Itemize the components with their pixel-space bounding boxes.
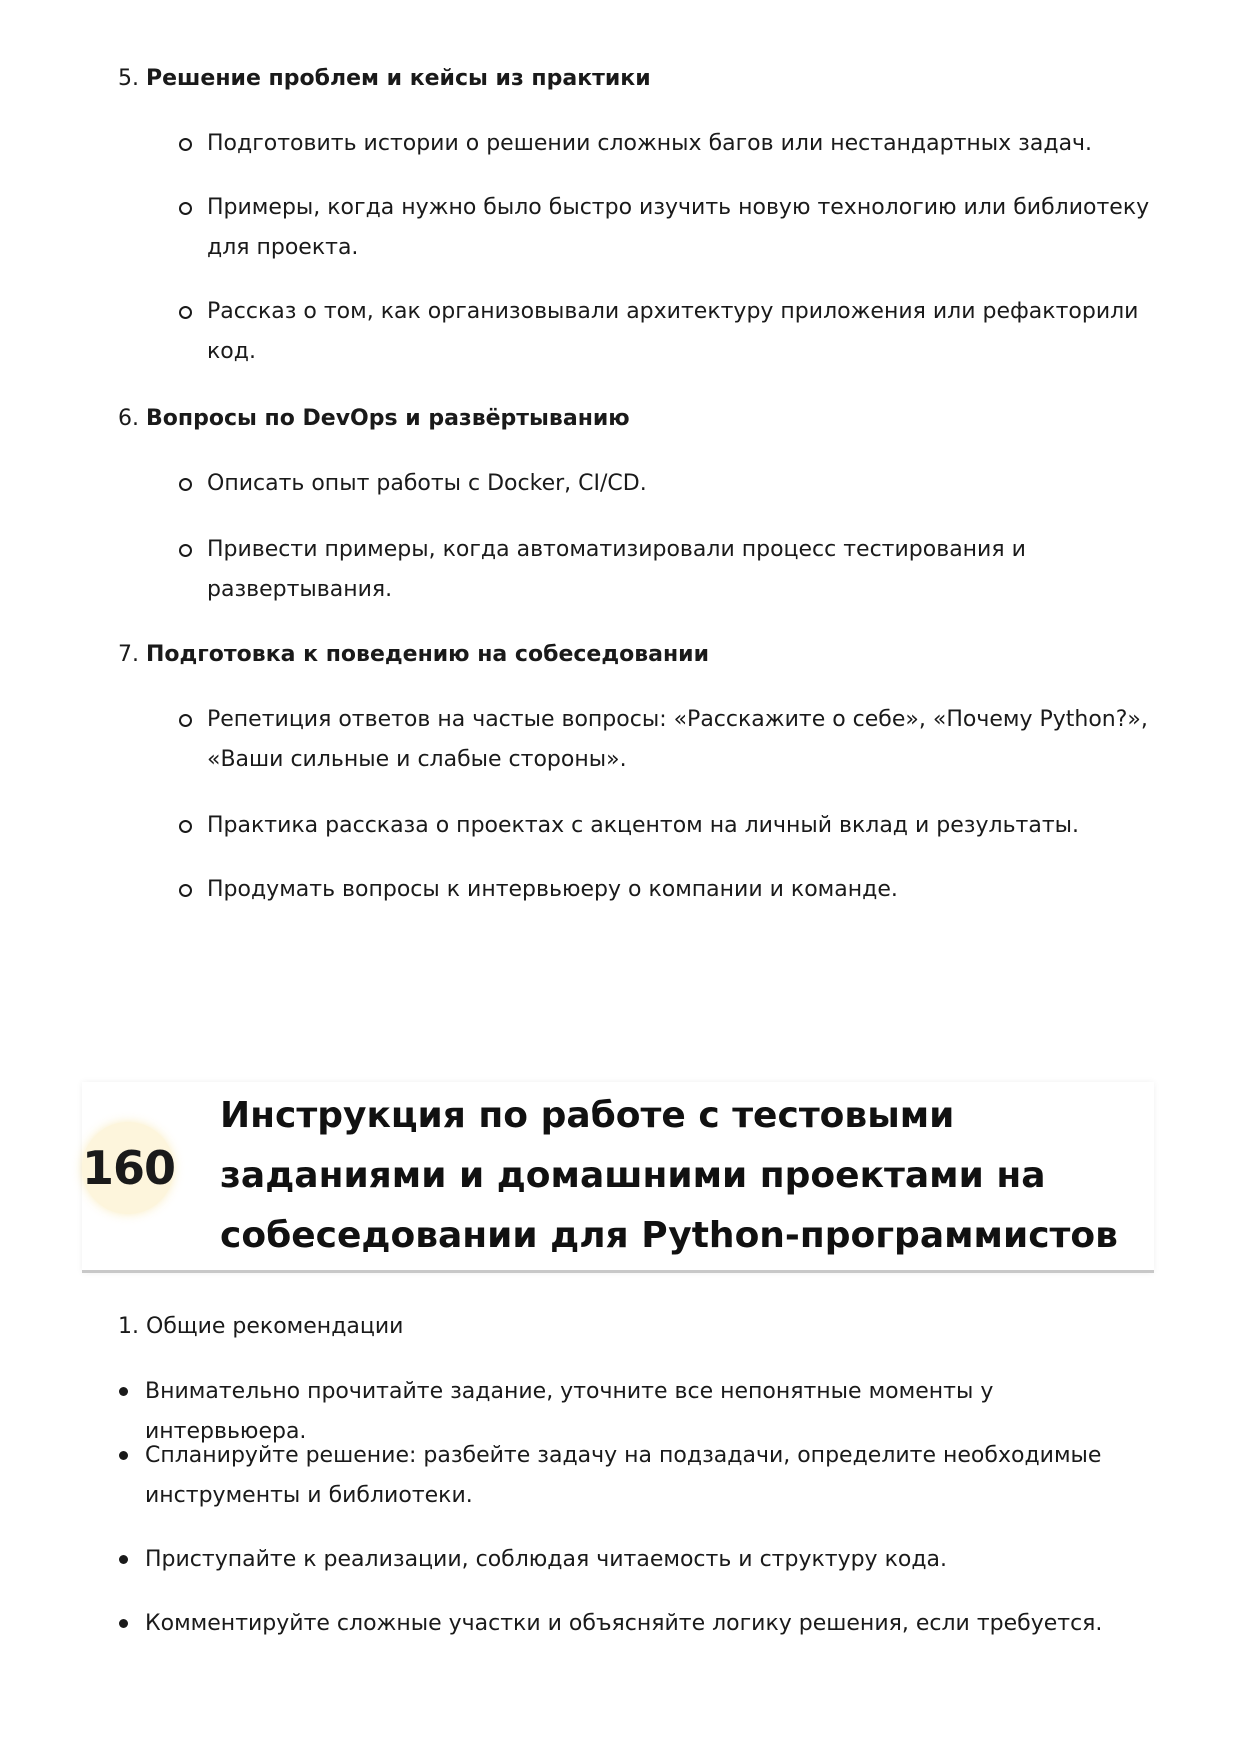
list-item: Спланируйте решение: разбейте задачу на подзадачи, определите необходимые инструменты и библиотеки. (145, 1436, 1155, 1516)
section-number: 7. (118, 642, 139, 667)
subsection-heading (118, 1312, 403, 1342)
list-item: Практика рассказа о проектах с акцентом на личный вклад и результаты. (207, 806, 1167, 846)
section-title: Решение проблем и кейсы из практики (146, 66, 651, 91)
hollow-bullet-icon (179, 714, 192, 727)
bullet-icon (119, 1387, 128, 1396)
hollow-bullet-icon (179, 820, 192, 833)
bullet-icon (119, 1619, 128, 1628)
hollow-bullet-icon (179, 544, 192, 557)
list-item: Привести примеры, когда автоматизировали процесс тестирования и развертывания. (207, 530, 1167, 610)
subsection-number: 1. (118, 1314, 139, 1339)
hollow-bullet-icon (179, 202, 192, 215)
list-item: Рассказ о том, как организовывали архитектуру приложения или рефакторили код. (207, 292, 1167, 372)
bullet-icon (119, 1451, 128, 1460)
hollow-bullet-icon (179, 306, 192, 319)
subsection-title: Общие рекомендации (146, 1314, 404, 1339)
hollow-bullet-icon (179, 884, 192, 897)
section-number: 6. (118, 406, 139, 431)
list-item: Описать опыт работы с Docker, CI/CD. (207, 464, 1167, 504)
section-heading-6 (118, 404, 630, 434)
section-title: Вопросы по DevOps и развёртыванию (146, 406, 630, 431)
chapter-number-badge: 160 (82, 1122, 174, 1214)
list-item: Продумать вопросы к интервьюеру о компании и команде. (207, 870, 1167, 910)
hollow-bullet-icon (179, 478, 192, 491)
list-item: Примеры, когда нужно было быстро изучить новую технологию или библиотеку для проекта. (207, 188, 1167, 268)
list-item: Репетиция ответов на частые вопросы: «Расскажите о себе», «Почему Python?», «Ваши сильные и слабые стороны». (207, 700, 1167, 780)
section-number: 5. (118, 66, 139, 91)
chapter-title: Инструкция по работе с тестовыми заданиями и домашними проектами на собеседовании для Python-программистов (220, 1095, 1118, 1256)
section-title: Подготовка к поведению на собеседовании (146, 642, 710, 667)
hollow-bullet-icon (179, 138, 192, 151)
section-heading-5 (118, 64, 651, 94)
section-heading-7 (118, 640, 709, 670)
list-item: Внимательно прочитайте задание, уточните все непонятные моменты у интервьюера. (145, 1372, 1155, 1452)
list-item: Приступайте к реализации, соблюдая читаемость и структуру кода. (145, 1540, 1155, 1580)
bullet-icon (119, 1555, 128, 1564)
list-item: Подготовить истории о решении сложных багов или нестандартных задач. (207, 124, 1167, 164)
list-item: Комментируйте сложные участки и объясняйте логику решения, если требуется. (145, 1604, 1155, 1644)
